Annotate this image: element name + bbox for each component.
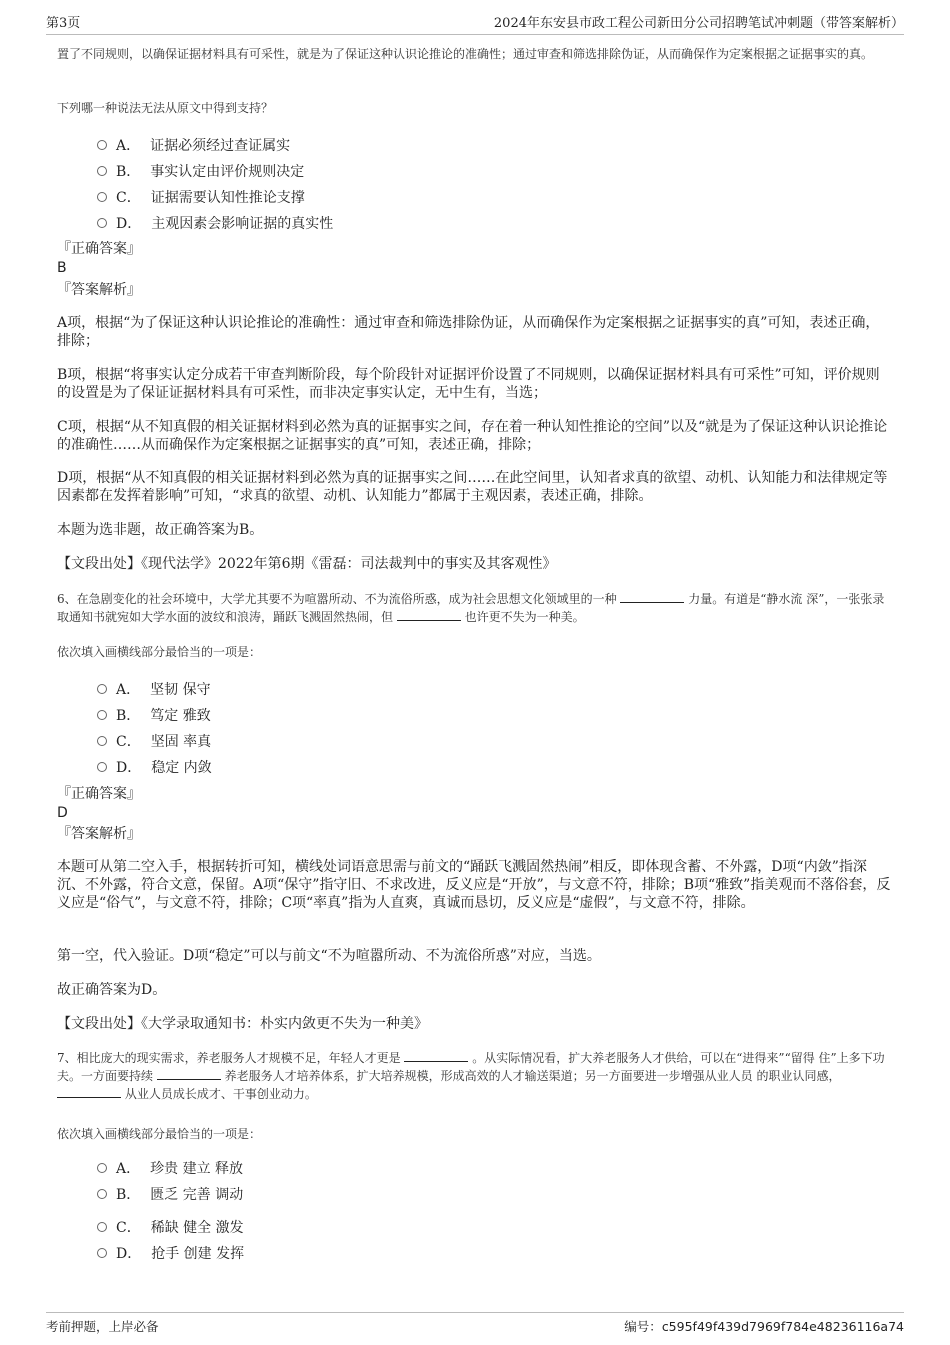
fill-blank — [620, 590, 684, 603]
q5-analysis-c: C项，根据“从不知真假的相关证据材料到必然为真的证据事实之间，存在着一种认知性推论的空间”以及“就是为了保证这种认识论推论的准确性……从而确保作为定案根据之证据事实的真”可知，表述正确，排除； — [57, 419, 888, 453]
q5-option-a[interactable]: A． 证据必须经过查证属实 — [97, 135, 290, 155]
q6-option-c[interactable]: C． 坚固 率真 — [97, 731, 211, 751]
q5-source: 【文段出处】《现代法学》2022年第6期《雷磊：司法裁判中的事实及其客观性》 — [57, 556, 557, 572]
radio-icon[interactable] — [97, 140, 107, 150]
page-header — [46, 12, 904, 35]
q7-option-d[interactable]: D． 抢手 创建 发挥 — [97, 1243, 244, 1263]
q7-prompt: 依次填入画横线部分最恰当的一项是： — [57, 1127, 262, 1141]
radio-icon[interactable] — [97, 1222, 107, 1232]
footer-slogan: 考前押题，上岸必备 — [46, 1319, 159, 1334]
q5-analysis-b: B项，根据“将事实认定分成若干审查判断阶段，每个阶段针对证据评价设置了不同规则，以确保证据材料具有可采性”可知，评价规则的设置是为了保证证据材料具有可采性，而非决定事实认定，无中生有，当选； — [57, 367, 880, 401]
q7-stem: 7、相比庞大的现实需求，养老服务人才规模不足，年轻人才更是 。从实际情况看，扩大养老服务人才供给，可以在“进得来”“留得 住”上多下功夫。一方面要持续 养老服务人才培养体系，扩大培养规模，形成高效的人才输送渠道；另一方面要进一步增强从业人员 的职业认同感， 从业人员成长成才、干事创业动力。 — [57, 1051, 885, 1101]
q6-analysis-verify: 第一空，代入验证。D项“稳定”可以与前文“不为喧嚣所动、不为流俗所惑”对应，当选。 — [57, 948, 601, 964]
q6-option-d[interactable]: D． 稳定 内敛 — [97, 757, 212, 777]
q6-option-a[interactable]: A． 坚韧 保守 — [97, 679, 211, 699]
fill-blank — [404, 1049, 468, 1062]
q5-answer: B — [57, 260, 67, 276]
q5-prompt: 下列哪一种说法无法从原文中得到支持？ — [57, 101, 274, 115]
q6-conclusion: 故正确答案为D。 — [57, 982, 167, 998]
q5-answer-title: 『正确答案』 — [57, 241, 141, 257]
document-code: 编号：c595f49f439d7969f784e48236116a74 — [624, 1319, 904, 1334]
q6-answer: D — [57, 805, 68, 821]
page-footer — [46, 1312, 904, 1335]
q5-analysis-a: A项，根据“为了保证这种认识论推论的准确性：通过审查和筛选排除伪证，从而确保作为定案根据之证据事实的真”可知，表述正确，排除； — [57, 315, 880, 349]
q6-prompt: 依次填入画横线部分最恰当的一项是： — [57, 645, 262, 659]
q5-option-d[interactable]: D． 主观因素会影响证据的真实性 — [97, 213, 333, 233]
radio-icon[interactable] — [97, 710, 107, 720]
radio-icon[interactable] — [97, 762, 107, 772]
q6-analysis-main: 本题可从第二空入手，根据转折可知，横线处词语意思需与前文的“踊跃飞溅固然热闹”相反，即体现含蓄、不外露，D项“内敛”指深沉、不外露，符合文意，保留。A项“保守”指守旧、不求改进，反义应是“开放”，与文意不符，排除；B项“雅致”指美观而不落俗套，反义应是“俗气”，与文意不符，排除；C项“率真”指为人直爽，真诚而恳切，反义应是“虚假”，与文意不符，排除。 — [57, 859, 891, 911]
radio-icon[interactable] — [97, 736, 107, 746]
q5-conclusion: 本题为选非题，故正确答案为B。 — [57, 522, 264, 538]
radio-icon[interactable] — [97, 684, 107, 694]
fill-blank — [157, 1067, 221, 1080]
q6-stem: 6、在急剧变化的社会环境中，大学尤其要不为喧嚣所动、不为流俗所惑，成为社会思想文化领域里的一种 力量。有道是“静水流 深”，一张张录取通知书就宛如大学水面的波纹和浪涛，踊跃飞溅固然热闹，但 也许更不失为一种美。 — [57, 592, 885, 624]
q5-option-c[interactable]: C． 证据需要认知性推论支撑 — [97, 187, 305, 207]
q7-option-a[interactable]: A． 珍贵 建立 释放 — [97, 1158, 243, 1178]
fill-blank — [57, 1085, 121, 1098]
q6-source: 【文段出处】《大学录取通知书：朴实内敛更不失为一种美》 — [57, 1016, 428, 1032]
q7-option-b[interactable]: B． 匮乏 完善 调动 — [97, 1184, 243, 1204]
radio-icon[interactable] — [97, 1248, 107, 1258]
radio-icon[interactable] — [97, 1189, 107, 1199]
radio-icon[interactable] — [97, 218, 107, 228]
fill-blank — [397, 608, 461, 621]
page-number: 第3页 — [46, 16, 81, 31]
q6-option-b[interactable]: B． 笃定 雅致 — [97, 705, 211, 725]
radio-icon[interactable] — [97, 1163, 107, 1173]
q5-option-b[interactable]: B． 事实认定由评价规则决定 — [97, 161, 304, 181]
q6-answer-title: 『正确答案』 — [57, 786, 141, 802]
radio-icon[interactable] — [97, 166, 107, 176]
q5-analysis-title: 『答案解析』 — [57, 282, 141, 298]
q7-option-c[interactable]: C． 稀缺 健全 激发 — [97, 1217, 244, 1237]
q5-passage-tail: 置了不同规则，以确保证据材料具有可采性，就是为了保证这种认识论推论的准确性；通过审查和筛选排除伪证，从而确保作为定案根据之证据事实的真。 — [57, 47, 874, 61]
radio-icon[interactable] — [97, 192, 107, 202]
document-title: 2024年东安县市政工程公司新田分公司招聘笔试冲刺题（带答案解析） — [493, 16, 904, 31]
q5-analysis-d: D项，根据“从不知真假的相关证据材料到必然为真的证据事实之间……在此空间里，认知者求真的欲望、动机、认知能力和法律规定等因素都在发挥着影响”可知，“求真的欲望、动机、认知能力”都属于主观因素，表述正确，排除。 — [57, 470, 888, 504]
q6-analysis-title: 『答案解析』 — [57, 826, 141, 842]
